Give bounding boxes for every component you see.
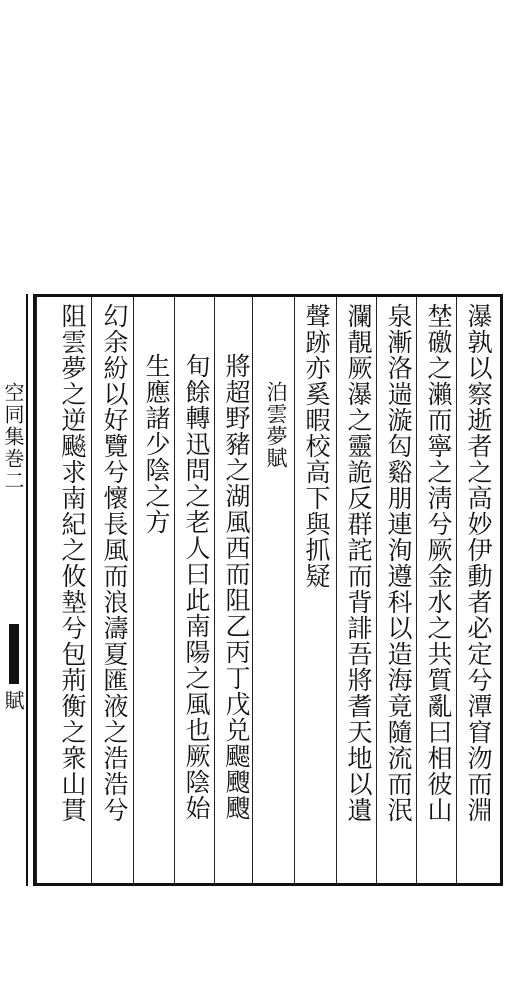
text-block — [33, 294, 503, 886]
text-column-7: 將超野豬之湖風西而阻乙丙丁戊兑颸颼颼 — [222, 353, 251, 821]
text-column-8: 旬餘轉迅問之老人曰此南陽之風也厥陰始 — [182, 353, 211, 821]
page-gutter — [0, 294, 28, 886]
section-label: 賦 — [1, 690, 25, 710]
text-column-9: 生應諸少陰之方 — [142, 353, 171, 535]
text-column-11: 阻雲夢之逆飈求南紀之攸墊兮包荊衡之衆山貫 — [58, 303, 87, 823]
text-column-1: 瀑孰以察逝者之高妙伊動者必定兮潭窅沕而淵 — [464, 303, 493, 823]
section-title: 泊雲夢賦 — [264, 381, 288, 469]
text-column-2: 埜礉之瀨而寧之淸兮厥金水之共質亂曰相彼山 — [424, 303, 453, 823]
book-title: 空同集巻二 — [1, 382, 25, 492]
text-column-10: 幻余紛以好覽兮懷長風而浪濤夏匯液之浩浩兮 — [100, 303, 129, 823]
fish-tail-mark-icon — [9, 624, 19, 684]
text-column-5: 聲跡亦奚暇校高下與抓疑 — [302, 303, 331, 589]
text-column-3: 泉漸洛遄漩匃谿朋連洵遵科以造海竟隨流而泯 — [384, 303, 413, 823]
text-column-4: 瀾靚厥瀑之靈詭反群詫而背誹吾將耆天地以遺 — [344, 303, 373, 823]
